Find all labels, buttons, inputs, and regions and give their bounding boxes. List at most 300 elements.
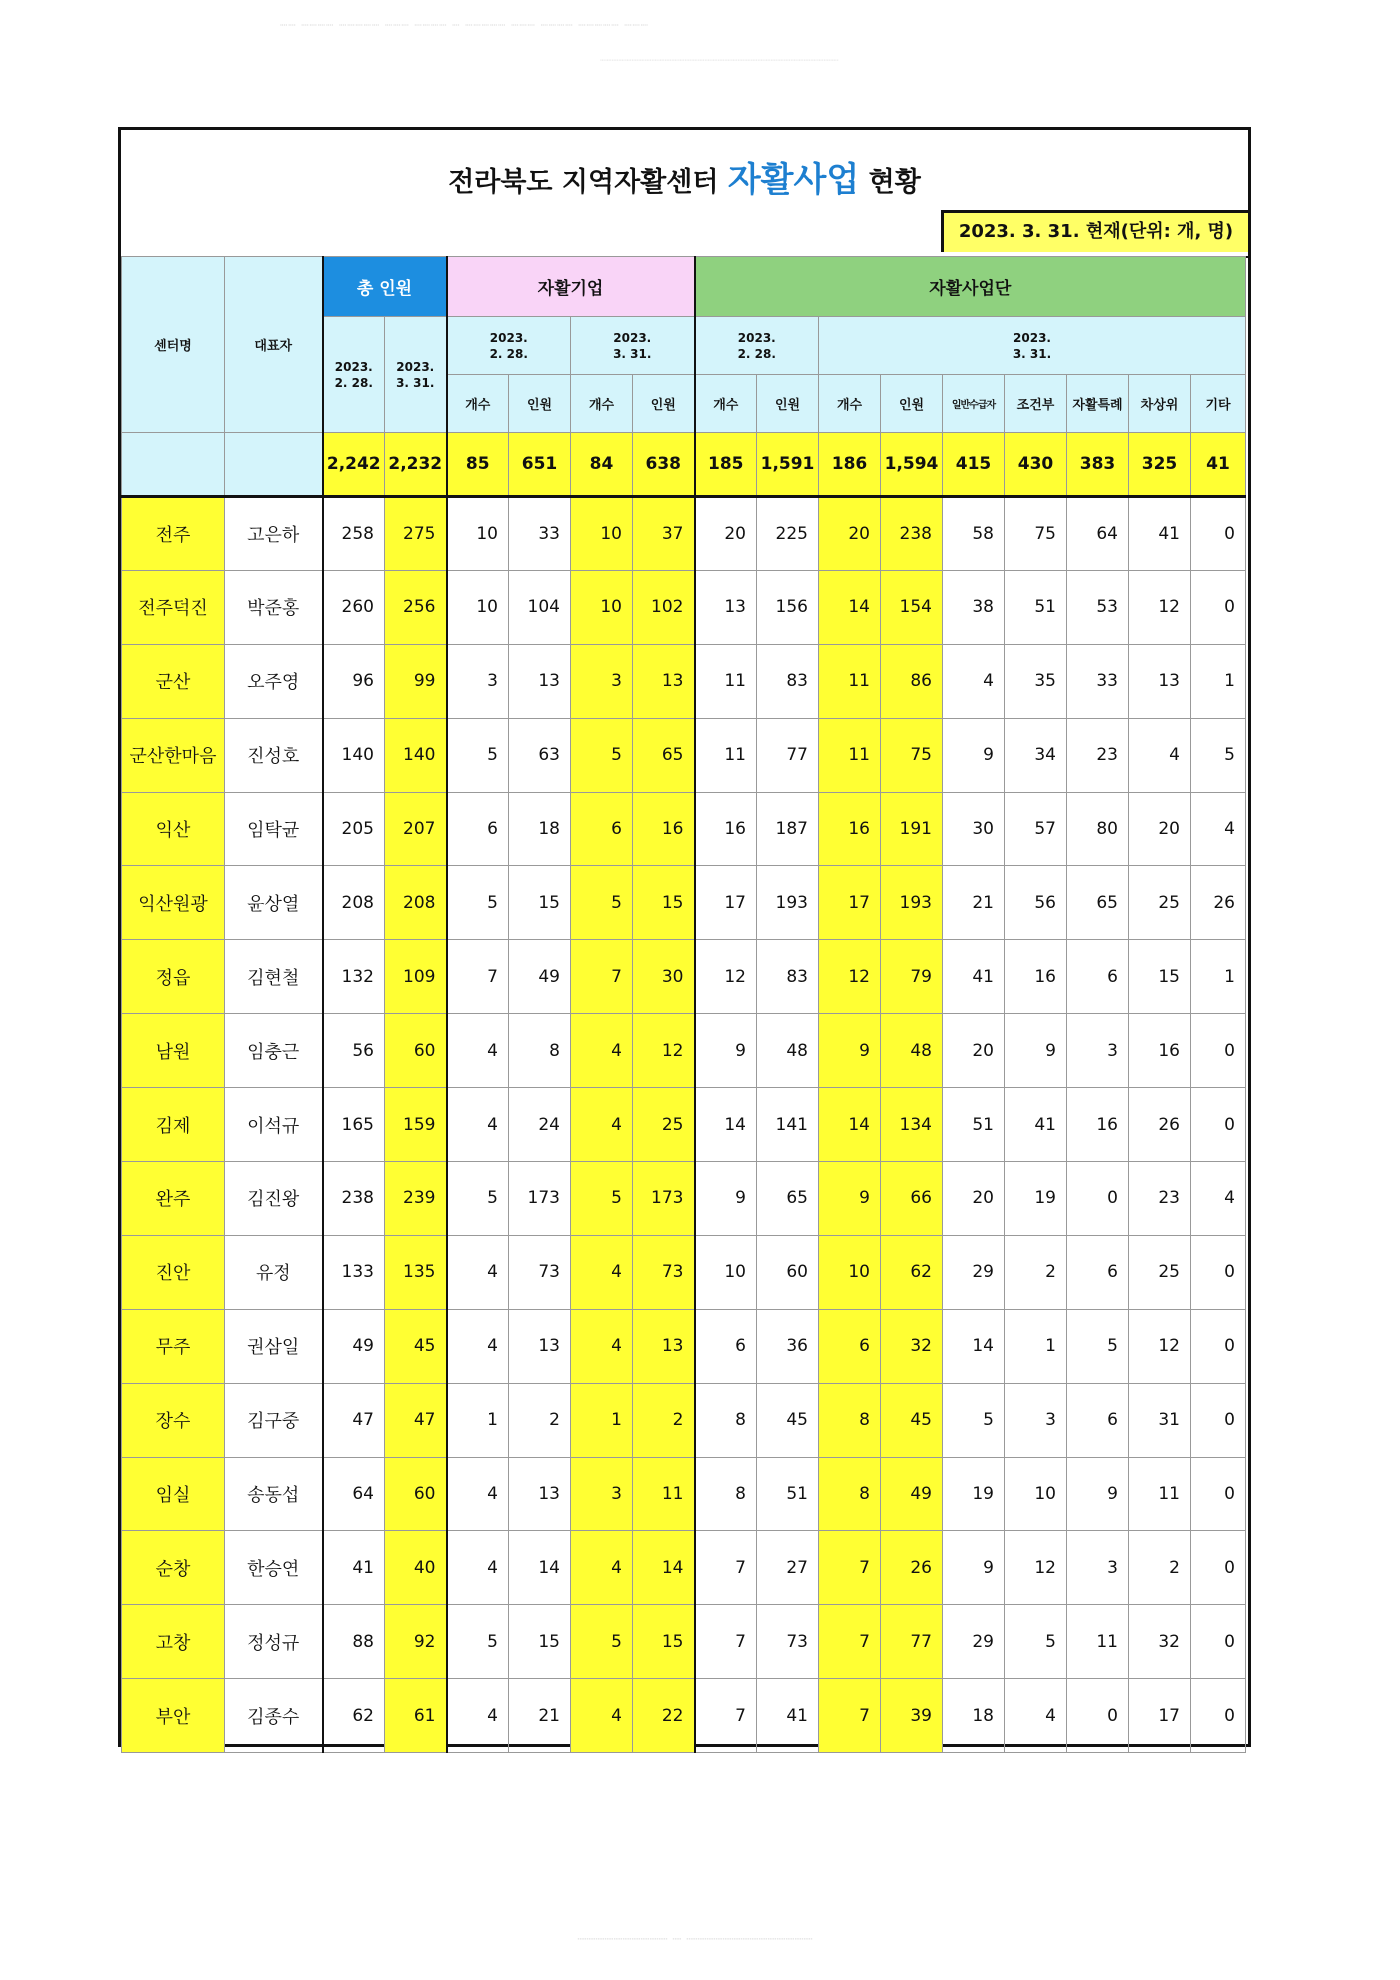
value-cell: 0 [1191, 1309, 1246, 1383]
value-cell: 6 [1067, 1235, 1129, 1309]
value-cell: 3 [1067, 1531, 1129, 1605]
value-cell: 20 [1129, 792, 1191, 866]
value-cell: 140 [323, 718, 385, 792]
value-cell: 260 [323, 570, 385, 644]
value-cell: 256 [385, 570, 447, 644]
table-row [122, 497, 1246, 571]
value-cell: 53 [1067, 570, 1129, 644]
representative-name: 고은하 [225, 497, 323, 571]
value-cell: 45 [881, 1383, 943, 1457]
value-cell: 64 [323, 1457, 385, 1531]
value-cell: 5 [943, 1383, 1005, 1457]
value-cell: 13 [695, 570, 757, 644]
header-row-1 [122, 257, 1246, 317]
value-cell: 14 [819, 1088, 881, 1162]
value-cell: 20 [943, 1014, 1005, 1088]
value-cell: 11 [633, 1457, 695, 1531]
value-cell: 8 [819, 1457, 881, 1531]
fax-footer: ┈┈┈┈┈┈┈┈┈┈ ┈ ┈┈┈┈┈┈┈┈┈┈┈┈┈┈ [577, 1930, 813, 1948]
value-cell: 40 [385, 1531, 447, 1605]
title-highlight: 자활사업 [727, 160, 860, 200]
value-cell: 16 [1005, 940, 1067, 1014]
representative-name: 김현철 [225, 940, 323, 1014]
value-cell: 41 [943, 940, 1005, 1014]
table-row [122, 1088, 1246, 1162]
value-cell: 193 [881, 866, 943, 940]
value-cell: 29 [943, 1605, 1005, 1679]
value-cell: 49 [881, 1457, 943, 1531]
value-cell: 16 [1067, 1088, 1129, 1162]
total-cell: 1,591 [757, 433, 819, 497]
value-cell: 96 [323, 644, 385, 718]
value-cell: 135 [385, 1235, 447, 1309]
value-cell: 258 [323, 497, 385, 571]
value-cell: 57 [1005, 792, 1067, 866]
representative-name: 진성호 [225, 718, 323, 792]
value-cell: 6 [1067, 1383, 1129, 1457]
value-cell: 75 [1005, 497, 1067, 571]
center-name: 부안 [122, 1679, 225, 1753]
total-cell: 1,594 [881, 433, 943, 497]
value-cell: 77 [881, 1605, 943, 1679]
date-label: 2023. 2. 28. [489, 330, 528, 361]
value-cell: 0 [1067, 1162, 1129, 1236]
value-cell: 61 [385, 1679, 447, 1753]
center-name: 순창 [122, 1531, 225, 1605]
table-row [122, 1457, 1246, 1531]
value-cell: 17 [819, 866, 881, 940]
value-cell: 4 [571, 1309, 633, 1383]
center-name: 군산한마음 [122, 718, 225, 792]
representative-name: 권삼일 [225, 1309, 323, 1383]
value-cell: 7 [695, 1605, 757, 1679]
value-cell: 20 [943, 1162, 1005, 1236]
value-cell: 10 [571, 570, 633, 644]
representative-name: 김구중 [225, 1383, 323, 1457]
value-cell: 62 [881, 1235, 943, 1309]
header-count: 개수 [819, 375, 881, 433]
value-cell: 65 [633, 718, 695, 792]
header-count: 개수 [571, 375, 633, 433]
value-cell: 22 [633, 1679, 695, 1753]
value-cell: 45 [385, 1309, 447, 1383]
value-cell: 208 [385, 866, 447, 940]
header-special: 자활특례 [1067, 375, 1129, 433]
date-unit-label: 2023. 3. 31. 현재(단위: 개, 명) [941, 210, 1248, 252]
value-cell: 20 [695, 497, 757, 571]
header-rep: 대표자 [225, 257, 323, 433]
total-cell: 383 [1067, 433, 1129, 497]
value-cell: 77 [757, 718, 819, 792]
center-name: 김제 [122, 1088, 225, 1162]
value-cell: 239 [385, 1162, 447, 1236]
value-cell: 1 [1191, 644, 1246, 718]
value-cell: 207 [385, 792, 447, 866]
value-cell: 4 [1191, 1162, 1246, 1236]
value-cell: 56 [1005, 866, 1067, 940]
value-cell: 12 [1129, 570, 1191, 644]
representative-name: 임탁균 [225, 792, 323, 866]
value-cell: 6 [819, 1309, 881, 1383]
value-cell: 14 [633, 1531, 695, 1605]
value-cell: 0 [1067, 1679, 1129, 1753]
value-cell: 60 [757, 1235, 819, 1309]
value-cell: 8 [695, 1457, 757, 1531]
status-table [121, 256, 1246, 1753]
value-cell: 13 [633, 644, 695, 718]
value-cell: 11 [1129, 1457, 1191, 1531]
value-cell: 34 [1005, 718, 1067, 792]
table-row [122, 1235, 1246, 1309]
value-cell: 6 [1067, 940, 1129, 1014]
value-cell: 48 [881, 1014, 943, 1088]
value-cell: 7 [571, 940, 633, 1014]
value-cell: 173 [509, 1162, 571, 1236]
value-cell: 4 [1129, 718, 1191, 792]
totals-spacer [225, 433, 323, 497]
header-ent-d2 [571, 317, 695, 375]
value-cell: 3 [1067, 1014, 1129, 1088]
value-cell: 238 [323, 1162, 385, 1236]
center-name: 전주덕진 [122, 570, 225, 644]
table-row [122, 940, 1246, 1014]
value-cell: 51 [757, 1457, 819, 1531]
value-cell: 65 [757, 1162, 819, 1236]
representative-name: 유정 [225, 1235, 323, 1309]
total-cell: 325 [1129, 433, 1191, 497]
value-cell: 5 [447, 1162, 509, 1236]
value-cell: 60 [385, 1014, 447, 1088]
value-cell: 14 [819, 570, 881, 644]
value-cell: 4 [1005, 1679, 1067, 1753]
value-cell: 41 [323, 1531, 385, 1605]
value-cell: 5 [571, 1605, 633, 1679]
date-label: 2023. 2. 28. [737, 330, 776, 361]
value-cell: 21 [509, 1679, 571, 1753]
value-cell: 19 [1005, 1162, 1067, 1236]
value-cell: 3 [1005, 1383, 1067, 1457]
value-cell: 27 [757, 1531, 819, 1605]
value-cell: 64 [1067, 497, 1129, 571]
faint-header-line: ┈┈┈┈┈┈┈┈┈┈┈┈┈┈┈┈┈┈┈┈┈┈┈┈┈┈┈┈┈┈┈┈┈┈┈┈ [600, 54, 839, 67]
value-cell: 32 [1129, 1605, 1191, 1679]
value-cell: 49 [509, 940, 571, 1014]
center-name: 군산 [122, 644, 225, 718]
value-cell: 5 [1191, 718, 1246, 792]
value-cell: 26 [881, 1531, 943, 1605]
value-cell: 0 [1191, 1088, 1246, 1162]
value-cell: 134 [881, 1088, 943, 1162]
value-cell: 159 [385, 1088, 447, 1162]
title-suffix: 현황 [868, 167, 921, 198]
value-cell: 11 [1067, 1605, 1129, 1679]
value-cell: 37 [633, 497, 695, 571]
center-name: 장수 [122, 1383, 225, 1457]
value-cell: 4 [1191, 792, 1246, 866]
value-cell: 4 [447, 1235, 509, 1309]
value-cell: 165 [323, 1088, 385, 1162]
value-cell: 1 [1005, 1309, 1067, 1383]
value-cell: 225 [757, 497, 819, 571]
center-name: 완주 [122, 1162, 225, 1236]
value-cell: 23 [1067, 718, 1129, 792]
value-cell: 4 [571, 1235, 633, 1309]
value-cell: 73 [633, 1235, 695, 1309]
center-name: 정읍 [122, 940, 225, 1014]
value-cell: 58 [943, 497, 1005, 571]
value-cell: 5 [447, 718, 509, 792]
value-cell: 109 [385, 940, 447, 1014]
value-cell: 17 [1129, 1679, 1191, 1753]
total-cell: 85 [447, 433, 509, 497]
value-cell: 41 [1129, 497, 1191, 571]
value-cell: 45 [757, 1383, 819, 1457]
header-near-poor: 차상위 [1129, 375, 1191, 433]
value-cell: 1 [447, 1383, 509, 1457]
value-cell: 10 [1005, 1457, 1067, 1531]
value-cell: 25 [1129, 1235, 1191, 1309]
value-cell: 32 [881, 1309, 943, 1383]
value-cell: 11 [695, 644, 757, 718]
value-cell: 88 [323, 1605, 385, 1679]
header-people: 인원 [633, 375, 695, 433]
total-cell: 2,232 [385, 433, 447, 497]
value-cell: 92 [385, 1605, 447, 1679]
value-cell: 15 [509, 1605, 571, 1679]
value-cell: 16 [819, 792, 881, 866]
representative-name: 김종수 [225, 1679, 323, 1753]
value-cell: 7 [695, 1679, 757, 1753]
header-proj-d1 [695, 317, 819, 375]
value-cell: 4 [447, 1457, 509, 1531]
value-cell: 141 [757, 1088, 819, 1162]
value-cell: 20 [819, 497, 881, 571]
value-cell: 9 [695, 1014, 757, 1088]
header-etc: 기타 [1191, 375, 1246, 433]
representative-name: 송동섭 [225, 1457, 323, 1531]
value-cell: 17 [695, 866, 757, 940]
center-name: 익산원광 [122, 866, 225, 940]
value-cell: 11 [819, 718, 881, 792]
value-cell: 26 [1129, 1088, 1191, 1162]
table-row [122, 718, 1246, 792]
value-cell: 83 [757, 644, 819, 718]
value-cell: 12 [1129, 1309, 1191, 1383]
value-cell: 10 [571, 497, 633, 571]
value-cell: 4 [447, 1309, 509, 1383]
value-cell: 9 [819, 1014, 881, 1088]
value-cell: 0 [1191, 497, 1246, 571]
total-cell: 651 [509, 433, 571, 497]
value-cell: 30 [633, 940, 695, 1014]
value-cell: 25 [1129, 866, 1191, 940]
center-name: 임실 [122, 1457, 225, 1531]
value-cell: 99 [385, 644, 447, 718]
value-cell: 62 [323, 1679, 385, 1753]
value-cell: 12 [695, 940, 757, 1014]
value-cell: 191 [881, 792, 943, 866]
total-cell: 84 [571, 433, 633, 497]
header-center: 센터명 [122, 257, 225, 433]
value-cell: 16 [695, 792, 757, 866]
total-cell: 638 [633, 433, 695, 497]
value-cell: 51 [943, 1088, 1005, 1162]
value-cell: 187 [757, 792, 819, 866]
header-ent-d1 [447, 317, 571, 375]
value-cell: 16 [1129, 1014, 1191, 1088]
value-cell: 3 [447, 644, 509, 718]
value-cell: 33 [509, 497, 571, 571]
value-cell: 5 [1067, 1309, 1129, 1383]
value-cell: 15 [633, 866, 695, 940]
value-cell: 60 [385, 1457, 447, 1531]
value-cell: 10 [695, 1235, 757, 1309]
total-cell: 430 [1005, 433, 1067, 497]
header-enterprise: 자활기업 [447, 257, 695, 317]
totals-spacer [122, 433, 225, 497]
date-label: 2023. 3. 31. [396, 359, 435, 390]
value-cell: 4 [447, 1014, 509, 1088]
value-cell: 47 [323, 1383, 385, 1457]
title-row [121, 130, 1248, 258]
header-proj-d2 [819, 317, 1246, 375]
value-cell: 49 [323, 1309, 385, 1383]
value-cell: 8 [695, 1383, 757, 1457]
value-cell: 13 [509, 1457, 571, 1531]
value-cell: 104 [509, 570, 571, 644]
value-cell: 9 [1005, 1014, 1067, 1088]
value-cell: 4 [571, 1014, 633, 1088]
table-row [122, 866, 1246, 940]
center-name: 무주 [122, 1309, 225, 1383]
center-name: 전주 [122, 497, 225, 571]
total-cell: 185 [695, 433, 757, 497]
header-people: 인원 [881, 375, 943, 433]
value-cell: 25 [633, 1088, 695, 1162]
value-cell: 15 [633, 1605, 695, 1679]
value-cell: 5 [447, 866, 509, 940]
value-cell: 4 [571, 1679, 633, 1753]
totals-row [122, 433, 1246, 497]
value-cell: 10 [447, 497, 509, 571]
total-cell: 41 [1191, 433, 1246, 497]
value-cell: 63 [509, 718, 571, 792]
value-cell: 83 [757, 940, 819, 1014]
value-cell: 7 [695, 1531, 757, 1605]
value-cell: 205 [323, 792, 385, 866]
value-cell: 9 [695, 1162, 757, 1236]
header-people: 인원 [757, 375, 819, 433]
value-cell: 12 [819, 940, 881, 1014]
value-cell: 238 [881, 497, 943, 571]
value-cell: 1 [1191, 940, 1246, 1014]
center-name: 익산 [122, 792, 225, 866]
value-cell: 8 [819, 1383, 881, 1457]
table-row [122, 1531, 1246, 1605]
value-cell: 73 [757, 1605, 819, 1679]
value-cell: 5 [571, 1162, 633, 1236]
table-row [122, 570, 1246, 644]
value-cell: 4 [447, 1679, 509, 1753]
value-cell: 24 [509, 1088, 571, 1162]
table-row [122, 1162, 1246, 1236]
value-cell: 3 [571, 644, 633, 718]
representative-name: 이석규 [225, 1088, 323, 1162]
value-cell: 13 [633, 1309, 695, 1383]
value-cell: 31 [1129, 1383, 1191, 1457]
value-cell: 6 [447, 792, 509, 866]
center-name: 고창 [122, 1605, 225, 1679]
value-cell: 6 [571, 792, 633, 866]
value-cell: 3 [571, 1457, 633, 1531]
value-cell: 0 [1191, 1679, 1246, 1753]
value-cell: 56 [323, 1014, 385, 1088]
value-cell: 51 [1005, 570, 1067, 644]
table-row [122, 1679, 1246, 1753]
value-cell: 75 [881, 718, 943, 792]
value-cell: 18 [943, 1679, 1005, 1753]
value-cell: 102 [633, 570, 695, 644]
value-cell: 12 [1005, 1531, 1067, 1605]
value-cell: 29 [943, 1235, 1005, 1309]
header-conditional: 조건부 [1005, 375, 1067, 433]
date-label: 2023. 3. 31. [1012, 330, 1052, 361]
value-cell: 9 [819, 1162, 881, 1236]
value-cell: 7 [819, 1605, 881, 1679]
value-cell: 10 [447, 570, 509, 644]
value-cell: 26 [1191, 866, 1246, 940]
value-cell: 8 [509, 1014, 571, 1088]
value-cell: 13 [509, 1309, 571, 1383]
value-cell: 4 [447, 1531, 509, 1605]
value-cell: 18 [509, 792, 571, 866]
value-cell: 156 [757, 570, 819, 644]
table-frame [118, 127, 1251, 1747]
faint-header-text: ┈┈ ┈┈┈┈ ┈┈┈┈┈ ┈┈┈ ┈┈┈┈ ┈ ┈┈┈┈┈ ┈┈┈ ┈┈┈┈ ┈┈┈┈┈ ┈┈┈ [280, 18, 649, 32]
value-cell: 2 [509, 1383, 571, 1457]
header-project: 자활사업단 [695, 257, 1246, 317]
value-cell: 14 [509, 1531, 571, 1605]
table-row [122, 1383, 1246, 1457]
value-cell: 132 [323, 940, 385, 1014]
value-cell: 4 [571, 1531, 633, 1605]
value-cell: 33 [1067, 644, 1129, 718]
value-cell: 73 [509, 1235, 571, 1309]
representative-name: 정성규 [225, 1605, 323, 1679]
value-cell: 0 [1191, 1383, 1246, 1457]
value-cell: 4 [943, 644, 1005, 718]
value-cell: 39 [881, 1679, 943, 1753]
total-cell: 415 [943, 433, 1005, 497]
value-cell: 15 [509, 866, 571, 940]
value-cell: 193 [757, 866, 819, 940]
table-row [122, 1014, 1246, 1088]
value-cell: 140 [385, 718, 447, 792]
header-count: 개수 [695, 375, 757, 433]
value-cell: 9 [1067, 1457, 1129, 1531]
total-cell: 2,242 [323, 433, 385, 497]
value-cell: 0 [1191, 1457, 1246, 1531]
value-cell: 35 [1005, 644, 1067, 718]
value-cell: 13 [509, 644, 571, 718]
table-row [122, 1605, 1246, 1679]
value-cell: 47 [385, 1383, 447, 1457]
representative-name: 김진왕 [225, 1162, 323, 1236]
value-cell: 154 [881, 570, 943, 644]
value-cell: 4 [447, 1088, 509, 1162]
value-cell: 48 [757, 1014, 819, 1088]
value-cell: 5 [1005, 1605, 1067, 1679]
